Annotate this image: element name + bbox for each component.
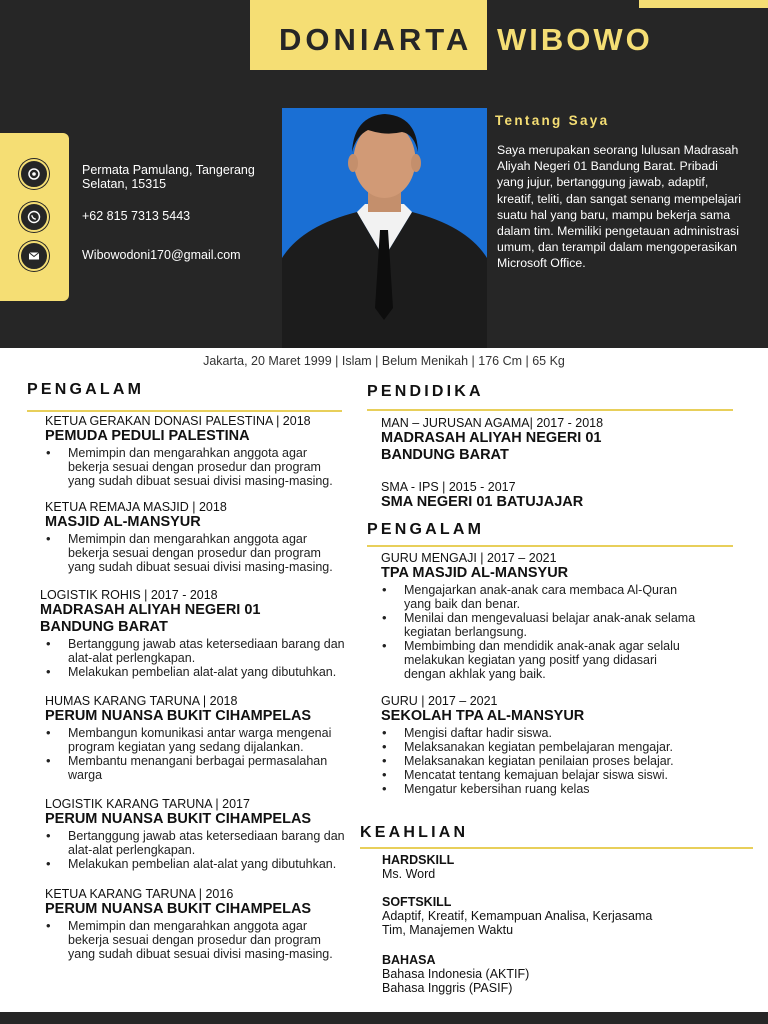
list-item: • Membangun komunikasi antar warga mengenai program kegiatan yang sedang dijalankan. xyxy=(45,726,345,754)
list-item: • Melaksanakan kegiatan penilaian proses belajar. xyxy=(381,754,701,768)
last-name: WIBOWO xyxy=(497,22,653,57)
education-rule xyxy=(367,409,733,411)
entry-organization: PEMUDA PEDULI PALESTINA xyxy=(45,428,250,444)
education-entry xyxy=(381,416,731,464)
entry-organization: PERUM NUANSA BUKIT CIHAMPELAS xyxy=(45,708,312,724)
location-icon xyxy=(19,159,49,189)
footer-bar xyxy=(0,1012,768,1024)
list-item: • Mengisi daftar hadir siswa. xyxy=(381,726,701,740)
list-item: • Melakukan pembelian alat-alat yang dibutuhkan. xyxy=(45,857,350,871)
personal-info: Jakarta, 20 Maret 1999 | Islam | Belum Menikah | 176 Cm | 65 Kg xyxy=(203,354,565,368)
org-entry xyxy=(45,887,345,961)
entry-role: KETUA KARANG TARUNA | 2016 xyxy=(45,887,234,901)
email-text: Wibowodoni170@gmail.com xyxy=(82,248,241,262)
org-entry xyxy=(45,694,345,782)
phone-text: +62 815 7313 5443 xyxy=(82,209,191,223)
entry-role: HUMAS KARANG TARUNA | 2018 xyxy=(45,694,238,708)
entry-organization: MADRASAH ALIYAH NEGERI 01 BANDUNG BARAT xyxy=(40,602,261,635)
entry-program: SMA - IPS | 2015 - 2017 xyxy=(381,480,516,494)
list-item: • Mengajarkan anak-anak cara membaca Al-Quran yang baik dan benar. xyxy=(381,583,701,611)
skills-title: KEAHLIAN xyxy=(360,824,469,841)
skill-language: Bahasa Indonesia (AKTIF) xyxy=(382,967,530,981)
email-icon xyxy=(19,241,49,271)
list-item: • Mencatat tentang kemajuan belajar siswa siswi. xyxy=(381,768,701,782)
entry-role: KETUA REMAJA MASJID | 2018 xyxy=(45,500,227,514)
work-entry xyxy=(381,551,731,681)
entry-organization: TPA MASJID AL-MANSYUR xyxy=(381,565,569,581)
entry-organization: MASJID AL-MANSYUR xyxy=(45,514,201,530)
org-entry xyxy=(40,588,345,679)
entry-school: SMA NEGERI 01 BATUJAJAR xyxy=(381,494,584,510)
first-name: DONIARTA xyxy=(279,22,473,57)
skill-group xyxy=(382,895,682,937)
entry-role: KETUA GERAKAN DONASI PALESTINA | 2018 xyxy=(45,414,311,428)
list-item: • Membimbing dan mendidik anak-anak agar selalu melakukan kegiatan yang positf yang didasari dengan akhlak yang baik. xyxy=(381,639,701,681)
skill-group-text: Adaptif, Kreatif, Kemampuan Analisa, Kerjasama Tim, Manajemen Waktu xyxy=(382,909,653,937)
list-item: • Memimpin dan mengarahkan anggota agar bekerja sesuai dengan prosedur dan program yang sudah dibuat sesuai divisi masing-masing. xyxy=(45,446,345,488)
skill-group-title: BAHASA xyxy=(382,953,436,967)
entry-program: MAN – JURUSAN AGAMA| 2017 - 2018 xyxy=(381,416,604,430)
skill-language: Bahasa Inggris (PASIF) xyxy=(382,981,513,995)
entry-organization: PERUM NUANSA BUKIT CIHAMPELAS xyxy=(45,811,312,827)
education-title: PENDIDIKA xyxy=(367,383,484,400)
work-rule xyxy=(367,545,733,547)
list-item: • Bertanggung jawab atas ketersediaan barang dan alat-alat perlengkapan. xyxy=(45,637,345,665)
entry-role: GURU | 2017 – 2021 xyxy=(381,694,498,708)
list-item: • Melakukan pembelian alat-alat yang dibutuhkan. xyxy=(45,665,345,679)
accent-strip xyxy=(639,0,768,8)
list-item: • Melaksanakan kegiatan pembelajaran mengajar. xyxy=(381,740,701,754)
list-item: • Mengatur kebersihan ruang kelas xyxy=(381,782,701,796)
entry-role: GURU MENGAJI | 2017 – 2021 xyxy=(381,551,557,565)
entry-role: LOGISTIK KARANG TARUNA | 2017 xyxy=(45,797,250,811)
skill-group-title: SOFTSKILL xyxy=(382,895,452,909)
org-entry xyxy=(45,797,350,871)
whatsapp-icon xyxy=(19,202,49,232)
left-section-rule xyxy=(27,410,342,412)
org-entry xyxy=(45,500,345,574)
entry-organization: PERUM NUANSA BUKIT CIHAMPELAS xyxy=(45,901,312,917)
profile-photo xyxy=(282,108,487,348)
work-title: PENGALAM xyxy=(367,521,485,538)
skills-rule xyxy=(360,847,753,849)
left-section-title: PENGALAM xyxy=(27,381,145,398)
list-item: • Memimpin dan mengarahkan anggota agar bekerja sesuai dengan prosedur dan program yang sudah dibuat sesuai divisi masing-masing. xyxy=(45,532,345,574)
education-entry xyxy=(381,480,731,511)
about-title: Tentang Saya xyxy=(495,113,610,128)
entry-role: LOGISTIK ROHIS | 2017 - 2018 xyxy=(40,588,218,602)
org-entry xyxy=(45,414,345,488)
list-item: • Bertanggung jawab atas ketersediaan barang dan alat-alat perlengkapan. xyxy=(45,829,350,857)
list-item: • Memimpin dan mengarahkan anggota agar bekerja sesuai dengan prosedur dan program yang sudah dibuat sesuai divisi masing-masing. xyxy=(45,919,345,961)
skill-group xyxy=(382,853,682,881)
about-text: Saya merupakan seorang lulusan Madrasah Aliyah Negeri 01 Bandung Barat. Pribadi yang jujur, bertanggung jawab, adaptif, kreatif, teliti, dan sangat senang mempelajari suatu hal yang baru, mampu bekerja sama dalam tim. Memiliki pengetauan administrasi umum, dan terampil dalam mengoperasikan Microsoft Office. xyxy=(497,143,742,271)
skill-group-text: Ms. Word xyxy=(382,867,436,881)
entry-organization: SEKOLAH TPA AL-MANSYUR xyxy=(381,708,585,724)
list-item: • Menilai dan mengevaluasi belajar anak-anak selama kegiatan berlangsung. xyxy=(381,611,701,639)
list-item: • Membantu menangani berbagai permasalahan warga xyxy=(45,754,345,782)
entry-school: MADRASAH ALIYAH NEGERI 01 BANDUNG BARAT xyxy=(381,430,602,463)
work-entry xyxy=(381,694,731,796)
skill-group-title: HARDSKILL xyxy=(382,853,455,867)
address-text: Permata Pamulang, Tangerang Selatan, 15315 xyxy=(82,163,255,191)
skill-group xyxy=(382,953,682,995)
